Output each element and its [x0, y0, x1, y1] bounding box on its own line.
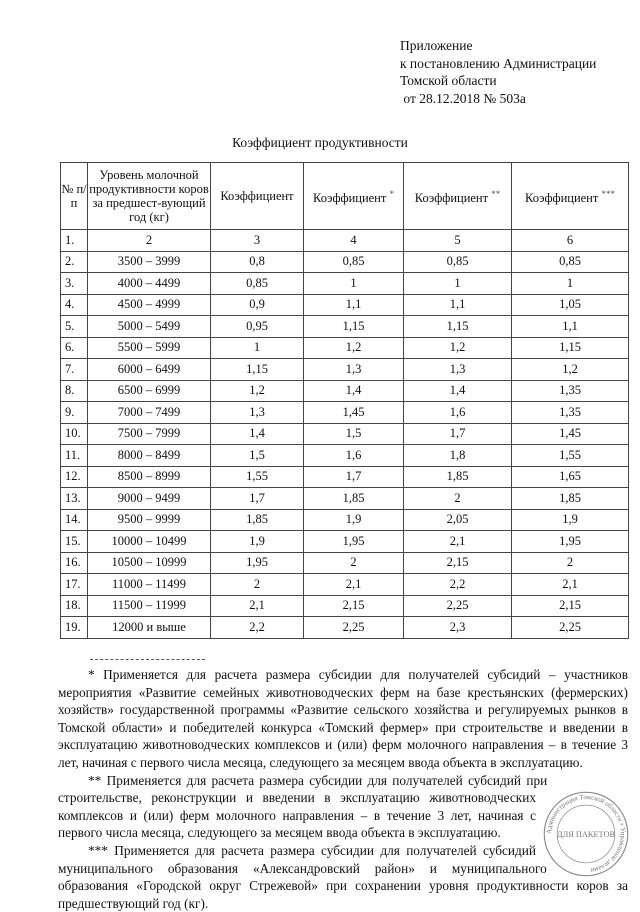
column-header [304, 163, 404, 230]
table-cell: 0,85 [304, 251, 404, 273]
table-row [61, 509, 629, 531]
table-cell: 8000 – 8499 [88, 445, 211, 467]
table-cell: 0,85 [404, 251, 512, 273]
table-cell: 5500 – 5999 [88, 337, 211, 359]
table-cell: 19. [61, 617, 88, 639]
table-cell: 1,55 [512, 445, 629, 467]
table-cell: 18. [61, 595, 88, 617]
appendix-line: к постановлению Администрации [400, 55, 597, 71]
column-header-label: Коэффициент [220, 189, 294, 203]
table-cell: 0,8 [211, 251, 304, 273]
table-cell: 10000 – 10499 [88, 531, 211, 553]
table-row [61, 294, 629, 316]
table-cell: 7500 – 7999 [88, 423, 211, 445]
table-cell: 2,25 [512, 617, 629, 639]
table-cell: 4500 – 4999 [88, 294, 211, 316]
table-cell: 1,1 [404, 294, 512, 316]
table-cell: 1,15 [211, 359, 304, 381]
table-row [61, 617, 629, 639]
table-cell: 1,3 [211, 402, 304, 424]
table-cell: 2,15 [304, 595, 404, 617]
table-cell: 3 [211, 230, 304, 252]
stamp-graphic [542, 790, 630, 878]
footnotes [58, 666, 628, 912]
document-title: Коэффициент продуктивности [232, 135, 408, 150]
official-stamp [542, 790, 630, 878]
table-cell: 8. [61, 380, 88, 402]
table-cell: 7. [61, 359, 88, 381]
table-cell: 17. [61, 574, 88, 596]
table-cell: 1,2 [512, 359, 629, 381]
table-cell: 2,1 [512, 574, 629, 596]
table-cell: 1,3 [304, 359, 404, 381]
table-cell: 1,4 [211, 423, 304, 445]
table-row [61, 316, 629, 338]
column-header [512, 163, 629, 230]
table-cell: 1,05 [512, 294, 629, 316]
table-cell: 2 [304, 552, 404, 574]
table-cell: 1,2 [404, 337, 512, 359]
column-header [211, 163, 304, 230]
table-cell: 1,7 [304, 466, 404, 488]
table-row [61, 380, 629, 402]
table-cell: 1,5 [211, 445, 304, 467]
footnote-1: * Применяется для расчета размера субсидии для получателей субсидий – участников мероприятия «Развитие семейных животноводческих ферм на базе крестьянских (фермерских) хозяйств» государственной программы «Развитие сельского хозяйства и регулируемых рынков в Томской области» и победителей конкурса «Томский фермер» при строительстве и введении в эксплуатацию животноводческих комплексов и (или) ферм молочного направления – в течение 3 лет, начиная с первого числа месяца, следующего за месяцем ввода объекта в эксплуатацию. [58, 667, 628, 770]
table-cell: 9000 – 9499 [88, 488, 211, 510]
table-cell: 2,05 [404, 509, 512, 531]
footnote-separator [90, 659, 205, 660]
table-row [61, 466, 629, 488]
table-cell: 1,1 [512, 316, 629, 338]
table-cell: 1,35 [512, 380, 629, 402]
table-cell: 1,45 [304, 402, 404, 424]
table-cell: 1,45 [512, 423, 629, 445]
table-cell: 1,4 [304, 380, 404, 402]
table-cell: 3500 – 3999 [88, 251, 211, 273]
stamp-outer-text: Администрация Томской области • Управление делами [546, 793, 626, 874]
table-cell: 1,85 [304, 488, 404, 510]
table-cell: 1,95 [304, 531, 404, 553]
table-cell: 0,85 [512, 251, 629, 273]
table-cell: 2. [61, 251, 88, 273]
table-cell: 6500 – 6999 [88, 380, 211, 402]
table-header-row [61, 163, 629, 230]
column-header [404, 163, 512, 230]
table-cell: 10500 – 10999 [88, 552, 211, 574]
table-row [61, 445, 629, 467]
table-cell: 1,85 [211, 509, 304, 531]
table-cell: 1,5 [304, 423, 404, 445]
table-cell: 1,85 [512, 488, 629, 510]
table-cell: 15. [61, 531, 88, 553]
table-cell: 12. [61, 466, 88, 488]
table-row [61, 402, 629, 424]
table-cell: 1,15 [304, 316, 404, 338]
table-cell: 1,15 [512, 337, 629, 359]
table-cell: 1,9 [304, 509, 404, 531]
table-cell: 9500 – 9999 [88, 509, 211, 531]
table-cell: 2,2 [404, 574, 512, 596]
table-cell: 1 [304, 273, 404, 295]
table-row [61, 359, 629, 381]
table-row [61, 574, 629, 596]
table-cell: 2 [88, 230, 211, 252]
table-cell: 14. [61, 509, 88, 531]
table-cell: 6 [512, 230, 629, 252]
table-cell: 2,2 [211, 617, 304, 639]
appendix-line: Томской области [400, 73, 497, 88]
table-cell: 16. [61, 552, 88, 574]
table-cell: 7000 – 7499 [88, 402, 211, 424]
table-cell: 1,7 [404, 423, 512, 445]
table-cell: 1 [512, 273, 629, 295]
table-cell: 5. [61, 316, 88, 338]
table-row [61, 488, 629, 510]
table-cell: 1,9 [211, 531, 304, 553]
table-cell: 2,1 [211, 595, 304, 617]
table-cell: 4. [61, 294, 88, 316]
table-cell: 2,15 [512, 595, 629, 617]
table-cell: 1,7 [211, 488, 304, 510]
table-cell: 11500 – 11999 [88, 595, 211, 617]
table-cell: 6000 – 6499 [88, 359, 211, 381]
table-row [61, 273, 629, 295]
table-cell: 1,2 [304, 337, 404, 359]
table-cell: 8500 – 8999 [88, 466, 211, 488]
table-cell: 2,1 [404, 531, 512, 553]
column-header-label: Коэффициент [414, 191, 489, 206]
table-cell: 1,55 [211, 466, 304, 488]
table-cell: 2 [211, 574, 304, 596]
table-cell: 1,3 [404, 359, 512, 381]
appendix-date: от 28.12.2018 № 503а [400, 90, 526, 106]
appendix-line: Приложение [400, 38, 473, 53]
table-cell: 1,1 [304, 294, 404, 316]
table-cell: 1,85 [404, 466, 512, 488]
column-header [61, 163, 88, 230]
table-cell: 2 [404, 488, 512, 510]
table-cell: 2,15 [404, 552, 512, 574]
table-cell: 1,15 [404, 316, 512, 338]
table-cell: 1,35 [512, 402, 629, 424]
table-cell: 6. [61, 337, 88, 359]
table-row [61, 552, 629, 574]
table-row [61, 251, 629, 273]
footnote-3: *** Применяется для расчета размера субсидии для получателей субсидий муниципального образования «Александровский район» и муниципального образования «Городской округ Стрежевой» при сохранении уровня продуктивности коров за предшествующий год (кг). [58, 842, 628, 911]
table-row [61, 595, 629, 617]
table-cell: 1,65 [512, 466, 629, 488]
column-header-label: Уровень молочной продуктивности коров за предшест-вующий год (кг) [89, 168, 209, 224]
appendix-header [400, 37, 596, 107]
table-cell: 1,4 [404, 380, 512, 402]
table-cell: 1 [211, 337, 304, 359]
table-cell: 1 [404, 273, 512, 295]
table-cell: 0,95 [211, 316, 304, 338]
table-cell: 0,9 [211, 294, 304, 316]
table-cell: 2,3 [404, 617, 512, 639]
table-cell: 5 [404, 230, 512, 252]
footnote-mark: * [389, 188, 394, 199]
column-header-label: Коэффициент [525, 191, 599, 206]
coefficient-table [60, 162, 629, 639]
table-cell: 1. [61, 230, 88, 252]
column-header [88, 163, 211, 230]
table-cell: 2 [512, 552, 629, 574]
table-cell: 12000 и выше [88, 617, 211, 639]
table-cell: 2,25 [404, 595, 512, 617]
table-cell: 1,95 [211, 552, 304, 574]
table-cell: 3. [61, 273, 88, 295]
table-cell: 1,95 [512, 531, 629, 553]
table-cell: 1,8 [404, 445, 512, 467]
table-row [61, 531, 629, 553]
table-cell: 13. [61, 488, 88, 510]
table-cell: 4 [304, 230, 404, 252]
footnote-mark: ** [491, 188, 501, 199]
column-header-label: Коэффициент [313, 191, 387, 206]
table-cell: 4000 – 4499 [88, 273, 211, 295]
column-header-label: № п/п [61, 182, 87, 210]
table-row [61, 337, 629, 359]
table-cell: 10. [61, 423, 88, 445]
table-cell: 5000 – 5499 [88, 316, 211, 338]
table-row [61, 230, 629, 252]
table-cell: 1,2 [211, 380, 304, 402]
table-row [61, 423, 629, 445]
table-cell: 11000 – 11499 [88, 574, 211, 596]
footnote-mark: *** [601, 188, 615, 199]
footnote-2: ** Применяется для расчета размера субсидии для получателей субсидий при строительстве, реконструкции и введении в эксплуатацию животноводческих комплексов и (или) ферм молочного направления – в течение 3 лет, начиная с первого числа месяца, следующего за месяцем ввода объекта в эксплуатацию. [58, 772, 548, 841]
table-cell: 0,85 [211, 273, 304, 295]
table-cell: 9. [61, 402, 88, 424]
table-cell: 2,25 [304, 617, 404, 639]
table-cell: 1,9 [512, 509, 629, 531]
table-cell: 1,6 [404, 402, 512, 424]
table-cell: 11. [61, 445, 88, 467]
table-cell: 2,1 [304, 574, 404, 596]
table-cell: 1,6 [304, 445, 404, 467]
stamp-inner-text: ДЛЯ ПАКЕТОВ [556, 829, 616, 839]
